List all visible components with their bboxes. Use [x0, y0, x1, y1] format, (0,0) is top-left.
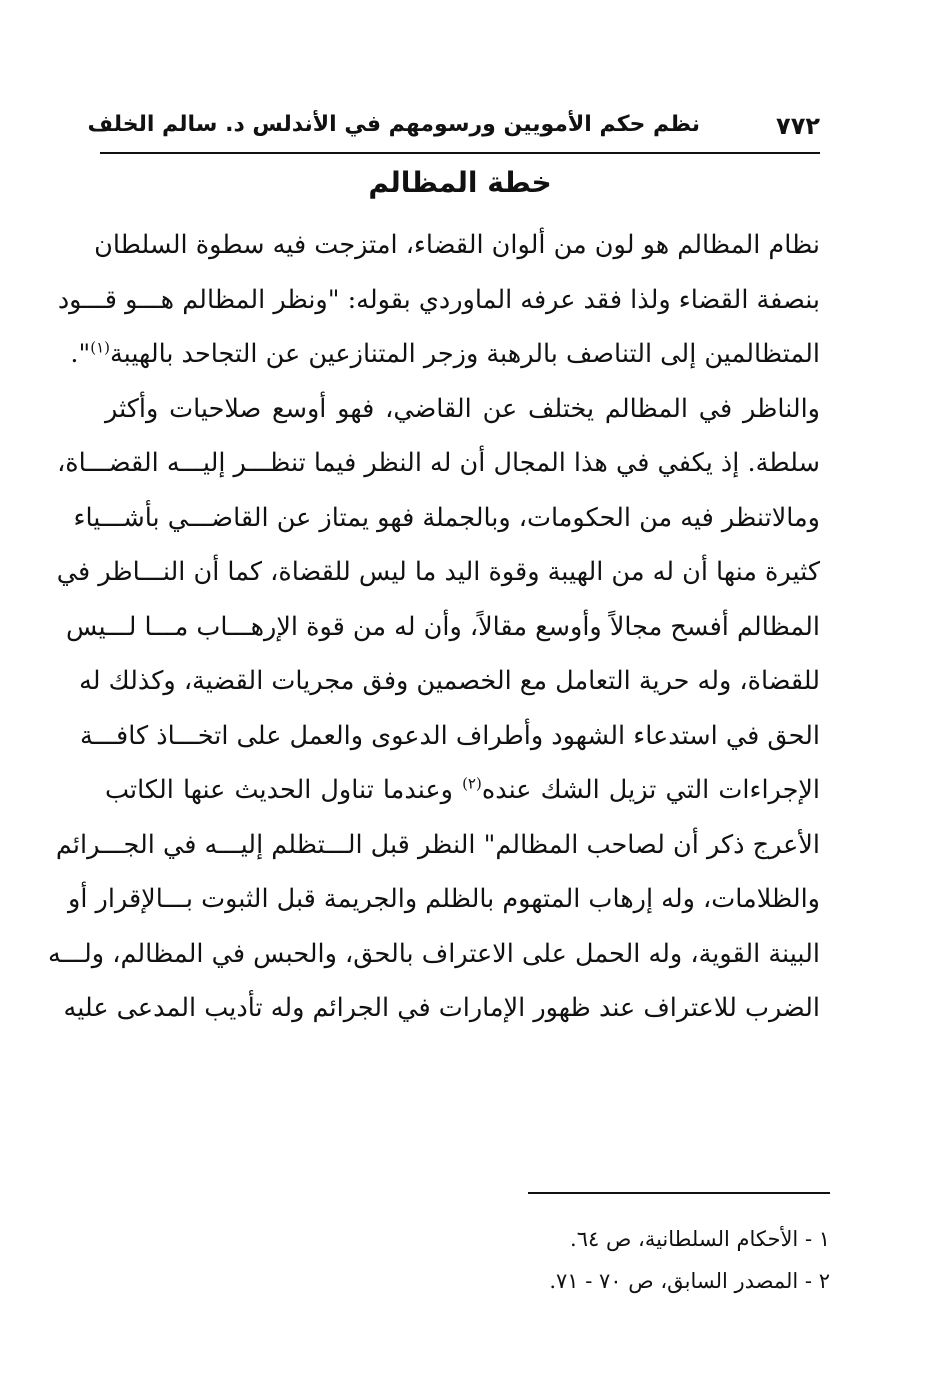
footnote-marker: (١)	[90, 338, 110, 357]
text-line	[70, 327, 820, 382]
text-line: نظام المظالم هو لون من ألوان القضاء، امتزجت فيه سطوة السلطان	[94, 230, 820, 260]
section-title: خطة المظالم	[368, 166, 552, 199]
text-segment: ".	[70, 339, 91, 369]
text-segment: الإجراءات التي تزيل الشك عنده	[481, 775, 820, 805]
text-line: بنصفة القضاء ولذا فقد عرفه الماوردي بقوله: "ونظر المظالم هـــو قـــود	[57, 284, 820, 315]
footnotes	[420, 1218, 830, 1302]
text-line: الأعرج ذكر أن لصاحب المظالم" النظر قبل الـــتظلم إليـــه في الجـــرائم	[55, 829, 820, 860]
text-line: والظلامات، وله إرهاب المتهوم بالظلم والجريمة قبل الثبوت بـــالإقرار أو	[68, 884, 820, 914]
text-segment: وعندما تناول الحديث عنها الكاتب	[105, 775, 463, 805]
text-line: الحق في استدعاء الشهود وأطراف الدعوى والعمل على اتخـــاذ كافـــة	[79, 720, 820, 751]
text-line: للقضاة، وله حرية التعامل مع الخصمين وفق مجريات القضية، وكذلك له	[79, 666, 820, 696]
text-line	[105, 763, 820, 818]
footnote-rule	[528, 1192, 830, 1194]
text-segment: المتظالمين إلى التناصف بالرهبة وزجر المتنازعين عن التجاحد بالهيبة	[110, 339, 820, 369]
text-line: الضرب للاعتراف عند ظهور الإمارات في الجرائم وله تأديب المدعى عليه	[63, 993, 820, 1023]
header-rule	[100, 152, 820, 154]
text-line: كثيرة منها أن له من الهيبة وقوة اليد ما ليس للقضاة، كما أن النـــاظر في	[56, 557, 820, 587]
body-text	[47, 218, 820, 1036]
page-number: ٧٧٢	[776, 112, 820, 140]
footnote-1: ١ - الأحكام السلطانية، ص ٦٤.	[570, 1227, 830, 1251]
text-line: ومالاتنظر فيه من الحكومات، وبالجملة فهو يمتاز عن القاضـــي بأشـــياء	[73, 502, 820, 533]
text-line: المظالم أفسح مجالاً وأوسع مقالاً، وأن له من قوة الإرهـــاب مـــا لـــيس	[65, 611, 820, 642]
text-line: البينة القوية، وله الحمل على الاعتراف بالحق، والحبس في المظالم، ولـــه	[47, 938, 820, 969]
running-title: نظم حكم الأمويين ورسومهم في الأندلس د. سالم الخلف	[87, 112, 700, 137]
text-line: سلطة. إذ يكفي في هذا المجال أن له النظر فيما تنظـــر إليـــه القضـــاة،	[57, 448, 820, 478]
running-header	[87, 112, 820, 152]
footnote-marker: (٢)	[462, 774, 482, 793]
text-line: والناظر في المظالم يختلف عن القاضي، فهو أوسع صلاحيات وأكثر	[105, 393, 820, 424]
footnote-2: ٢ - المصدر السابق، ص ٧٠ - ٧١.	[549, 1269, 830, 1293]
